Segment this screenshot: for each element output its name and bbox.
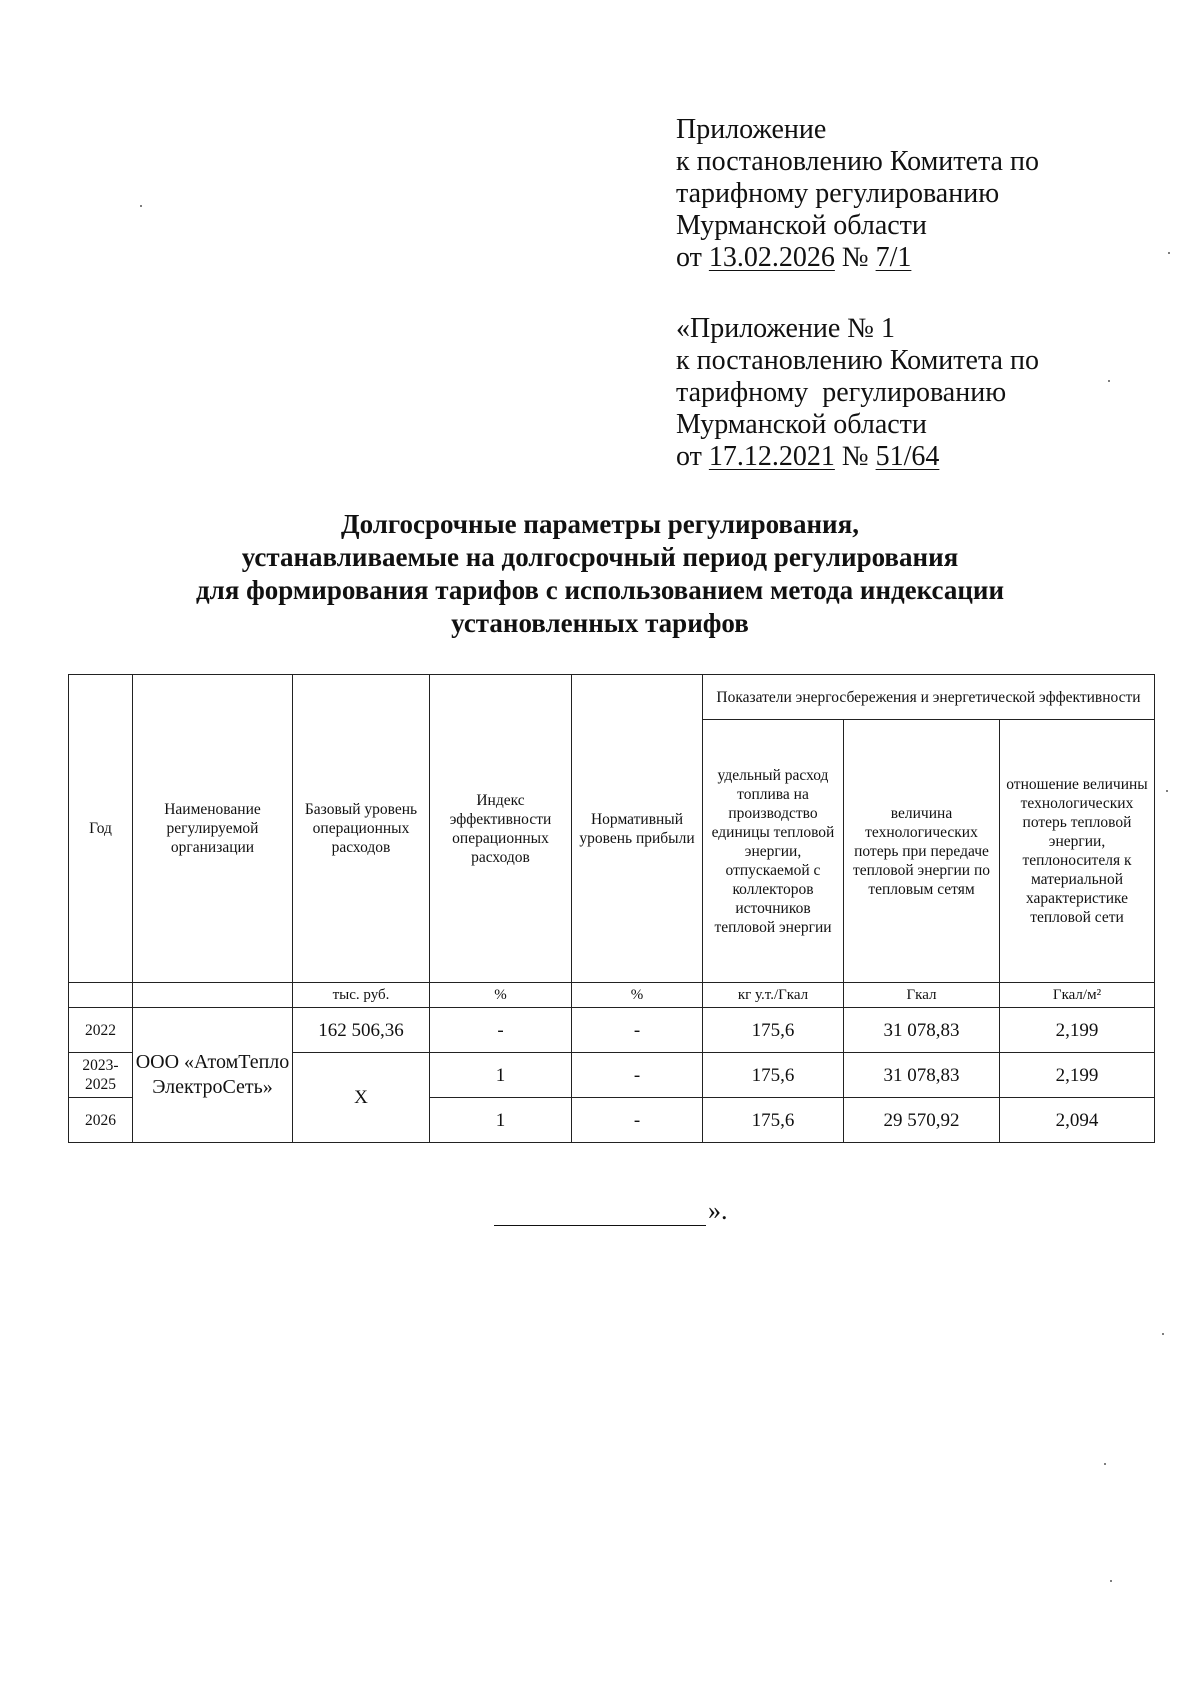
unit-losses: Гкал [844, 983, 1000, 1008]
cell-base: Х [293, 1053, 430, 1143]
annex-header [676, 114, 1039, 274]
original-annex-header [676, 313, 1039, 473]
title-line: Долгосрочные параметры регулирования, [341, 509, 859, 539]
unit-cell [133, 983, 293, 1008]
header-heat-losses: величина технологических потерь при передаче тепловой энергии по тепловым сетям [844, 720, 1000, 983]
cell-year: 2022 [69, 1008, 133, 1053]
cell-ratio: 2,199 [1000, 1053, 1155, 1098]
scan-speck [1162, 1333, 1164, 1335]
cell-year: 2026 [69, 1098, 133, 1143]
closing-mark [494, 1196, 728, 1226]
annex-date-line: от 17.12.2021 № 51/64 [676, 441, 940, 472]
header-efficiency-index: Индекс эффективности операционных расходов [430, 675, 572, 983]
annex-date: 13.02.2026 [708, 242, 835, 273]
cell-index: - [430, 1008, 572, 1053]
scan-speck [140, 205, 142, 207]
annex-line: к постановлению Комитета по [676, 146, 1039, 177]
closing-underline [494, 1199, 706, 1226]
title-line: для формирования тарифов с использованием метода индексации [195, 575, 1005, 605]
closing-quote: ». [708, 1196, 728, 1225]
table-row [69, 1008, 1155, 1053]
unit-cell [69, 983, 133, 1008]
annex-label: Приложение [676, 114, 827, 145]
scan-speck [1168, 252, 1170, 254]
header-base-opex: Базовый уровень операционных расходов [293, 675, 430, 983]
annex-line: тарифному регулированию [676, 377, 1007, 408]
cell-organization: ООО «АтомТепло ЭлектроСеть» [133, 1008, 293, 1143]
annex-date: 17.12.2021 [708, 441, 835, 472]
cell-losses: 31 078,83 [844, 1008, 1000, 1053]
header-energy-group: Показатели энергосбережения и энергетической эффективности [703, 675, 1155, 720]
cell-profit: - [572, 1008, 703, 1053]
unit-index: % [430, 983, 572, 1008]
cell-base: 162 506,36 [293, 1008, 430, 1053]
header-losses-ratio: отношение величины технологических потерь тепловой энергии, теплоносителя к материальной характеристике тепловой сети [1000, 720, 1155, 983]
cell-index: 1 [430, 1053, 572, 1098]
cell-profit: - [572, 1098, 703, 1143]
title-line: устанавливаемые на долгосрочный период регулирования [241, 542, 959, 572]
unit-fuel: кг у.т./Гкал [703, 983, 844, 1008]
cell-fuel: 175,6 [703, 1008, 844, 1053]
document-title [100, 508, 1100, 640]
scan-speck [1110, 1580, 1112, 1582]
unit-ratio: Гкал/м² [1000, 983, 1155, 1008]
header-year: Год [69, 675, 133, 983]
cell-year: 2023-2025 [69, 1053, 133, 1098]
annex-line: Мурманской области [676, 210, 927, 241]
annex-number: 7/1 [875, 242, 912, 273]
cell-fuel: 175,6 [703, 1098, 844, 1143]
unit-profit: % [572, 983, 703, 1008]
cell-ratio: 2,199 [1000, 1008, 1155, 1053]
scan-speck [1108, 380, 1110, 382]
cell-losses: 31 078,83 [844, 1053, 1000, 1098]
scan-speck [1104, 1463, 1106, 1465]
annex-label: «Приложение № 1 [676, 313, 895, 344]
annex-line: Мурманской области [676, 409, 927, 440]
header-profit: Нормативный уровень прибыли [572, 675, 703, 983]
cell-fuel: 175,6 [703, 1053, 844, 1098]
title-line: установленных тарифов [451, 608, 749, 638]
annex-line: тарифному регулированию [676, 178, 1000, 209]
cell-profit: - [572, 1053, 703, 1098]
annex-number: 51/64 [875, 441, 940, 472]
annex-date-line: от 13.02.2026 № 7/1 [676, 242, 912, 273]
header-organization: Наименование регулируемой организации [133, 675, 293, 983]
annex-line: к постановлению Комитета по [676, 345, 1039, 376]
unit-base: тыс. руб. [293, 983, 430, 1008]
cell-losses: 29 570,92 [844, 1098, 1000, 1143]
cell-ratio: 2,094 [1000, 1098, 1155, 1143]
cell-index: 1 [430, 1098, 572, 1143]
scan-speck [1166, 790, 1168, 792]
parameters-table [68, 674, 1155, 1143]
header-fuel-rate: удельный расход топлива на производство единицы тепловой энергии, отпускаемой с коллекторов источников тепловой энергии [703, 720, 844, 983]
